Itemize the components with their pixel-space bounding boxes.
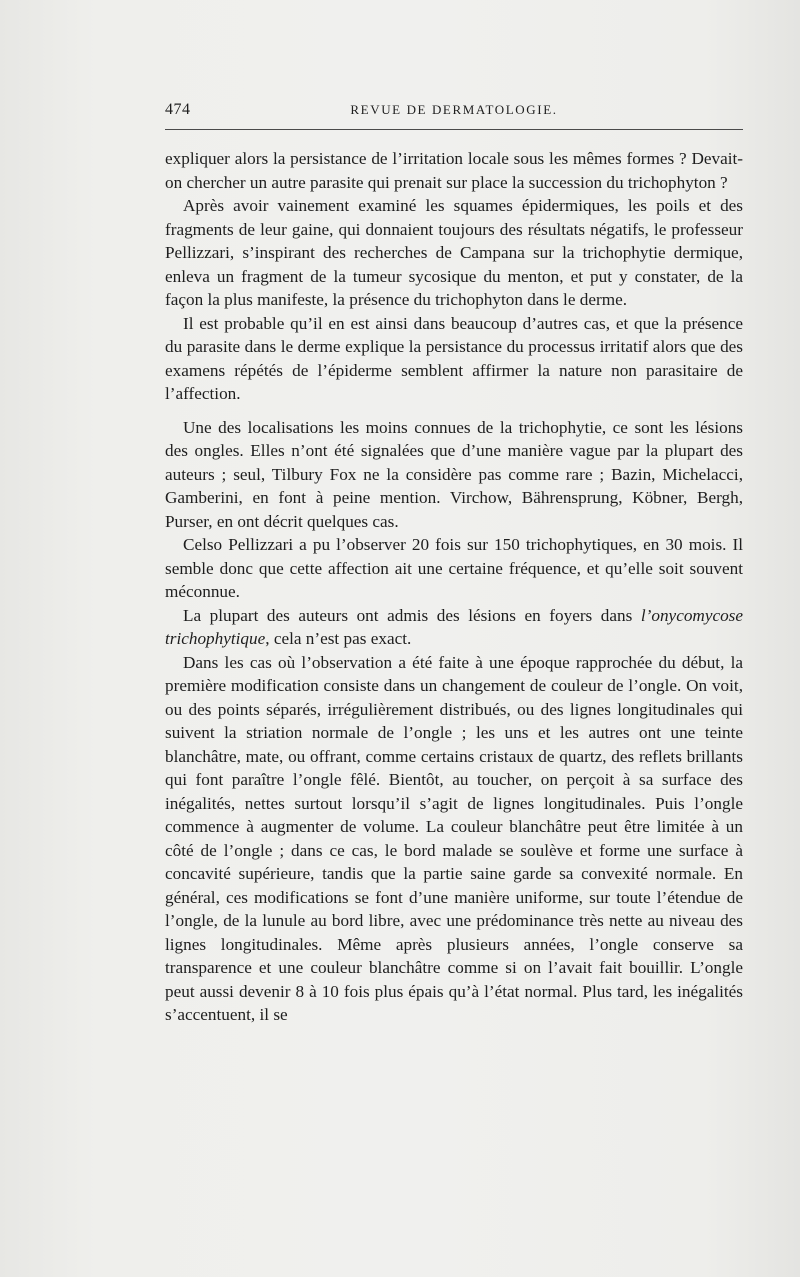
paragraph-parasite-in-derma: Il est probable qu’il en est ainsi dans beaucoup d’autres cas, et que la présence du parasite dans le derme explique la persistance du processus irritatif alors que des examens répétés de l’épiderme semblent affirmer la nature non parasitaire de l’affection. bbox=[165, 313, 743, 403]
paragraph-onychomycosis-term: l’onycomycose trichophytique bbox=[165, 605, 743, 648]
paragraph-onychomycosis-tail: , cela n’est pas exact. bbox=[265, 629, 412, 648]
paragraph-early-signs: Dans les cas où l’observation a été faite à une époque rapprochée du début, la première modification consiste dans un changement de couleur de l’ongle. On voit, ou des points séparés, irrégulièrement distribués, ou des lignes longitudinales qui suivent la striation normale de l’ongle ; les uns et les autres ont une teinte blanchâtre, mate, ou offrant, comme certains cristaux de quartz, des reflets brillants qui font paraître l’ongle fêlé. Bientôt, au toucher, on perçoit à sa surface des inégalités, nettes surtout lorsqu’il s’agit de lignes longitudinales. Puis l’ongle commence à augmenter de volume. La couleur blanchâtre peut être limitée à un côté de l’ongle ; dans ce cas, le bord malade se soulève et forme une surface à concavité supérieure, tandis que la partie saine garde sa convexité normale. En général, ces modifications se font d’une manière uniforme, sur toute l’étendue de l’ongle, de la lunule au bord libre, avec une prédominance très nette au niveau des lignes longitudinales. Même après plusieurs années, l’ongle conserve sa transparence et une couleur blanchâtre comme si on l’avait fait bouillir. L’ongle peut aussi devenir 8 à 10 fois plus épais qu’à l’état normal. Plus tard, les inégalités s’accentuent, il se bbox=[165, 652, 743, 1024]
paragraph-nail-lesions: Une des localisations les moins connues de la trichophytie, ce sont les lésions des ongles. Elles n’ont été signalées que d’une manière vague par la plupart des auteurs ; seul, Tilbury Fox ne la considère pas comme rare ; Bazin, Michelacci, Gamberini, en font à peine mention. Virchow, Bährensprung, Köbner, Bergh, Purser, en ont décrit quelques cas. bbox=[165, 417, 743, 531]
header-rule bbox=[165, 129, 743, 130]
running-head bbox=[165, 101, 743, 123]
paragraph-onychomycosis-lead: La plupart des auteurs ont admis des lésions en foyers dans bbox=[183, 605, 641, 625]
paragraph-pellizzari-biopsy: Après avoir vainement examiné les squames épidermiques, les poils et des fragments de leur gaine, qui donnaient toujours des résultats négatifs, le professeur Pellizzari, s’inspirant des recherches de Campana sur la trichophytie dermique, enleva un fragment de la tumeur sycosique du menton, et put y constater, de la façon la plus manifeste, la présence du trichophyton dans le derme. bbox=[165, 196, 743, 309]
body-text bbox=[165, 147, 743, 1027]
paragraph-frequency: Celso Pellizzari a pu l’observer 20 fois sur 150 trichophytiques, en 30 mois. Il semble donc que cette affection ait une certaine fréquence, et qu’elle soit souvent méconnue. bbox=[165, 535, 743, 601]
paragraph-continued: expliquer alors la persistance de l’irritation locale sous les mêmes formes ? Devait-on chercher un autre parasite qui prenait sur place la succession du trichophyton ? bbox=[165, 149, 743, 192]
journal-title: REVUE DE DERMATOLOGIE. bbox=[350, 102, 558, 117]
paragraph-onychomycosis bbox=[165, 604, 743, 651]
page-number: 474 bbox=[165, 101, 191, 118]
